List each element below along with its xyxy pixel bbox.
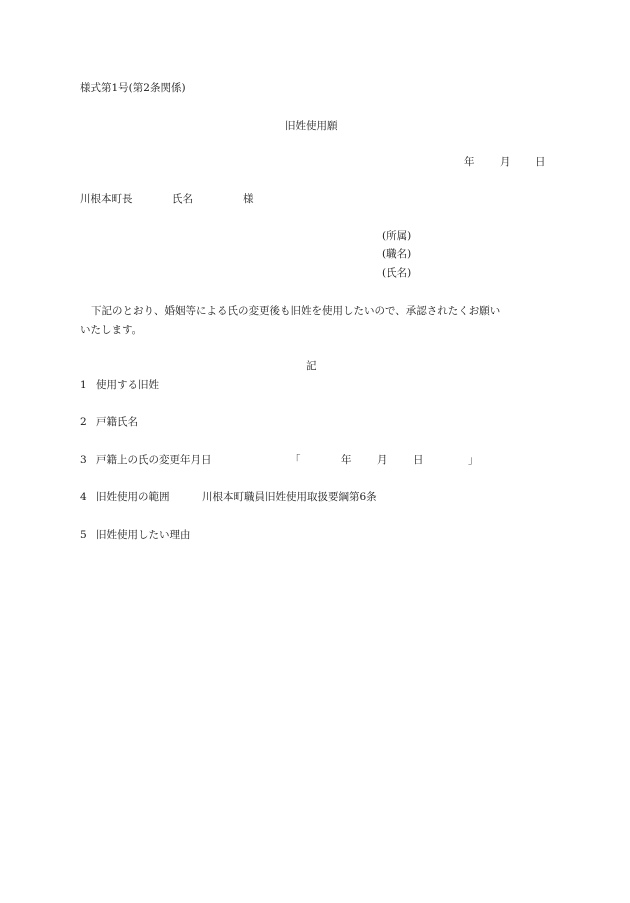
addressee-name-label: 氏名 xyxy=(172,193,193,205)
date-year-label: 年 xyxy=(464,156,475,168)
item-3-number: 3 xyxy=(80,454,87,466)
item-2-label: 戸籍氏名 xyxy=(96,416,138,428)
date-month-label: 月 xyxy=(500,156,511,168)
item-1-number: 1 xyxy=(80,379,87,391)
addressee-office: 川根本町長 xyxy=(80,193,133,205)
item-3-label: 戸籍上の氏の変更年月日 xyxy=(96,454,212,466)
date-day-label: 日 xyxy=(535,156,546,168)
request-text-line1: 下記のとおり、婚姻等による氏の変更後も旧姓を使用したいので、承認されたくお願い xyxy=(91,305,501,317)
item-5-label: 旧姓使用したい理由 xyxy=(96,529,191,541)
item-3-close-bracket: 」 xyxy=(468,454,479,466)
item-3-open-bracket: 「 xyxy=(290,454,301,466)
item-4-number: 4 xyxy=(80,491,87,503)
form-number: 様式第1号(第2条関係) xyxy=(80,82,186,94)
item-3-year: 年 xyxy=(341,454,352,466)
item-4-value: 川根本町職員旧姓使用取扱要綱第6条 xyxy=(202,491,377,503)
item-5-number: 5 xyxy=(80,529,87,541)
item-3-day: 日 xyxy=(413,454,424,466)
document-title: 旧姓使用願 xyxy=(285,120,338,132)
applicant-name: (氏名) xyxy=(382,267,412,279)
item-4-label: 旧姓使用の範囲 xyxy=(96,491,170,503)
applicant-position: (職名) xyxy=(382,248,412,260)
item-2-number: 2 xyxy=(80,416,87,428)
applicant-affiliation: (所属) xyxy=(382,230,412,242)
item-3-month: 月 xyxy=(377,454,388,466)
item-1-label: 使用する旧姓 xyxy=(96,379,159,391)
request-text-line2: いたします。 xyxy=(80,324,143,336)
addressee-honorific: 様 xyxy=(243,193,254,205)
note-heading: 記 xyxy=(306,360,317,372)
